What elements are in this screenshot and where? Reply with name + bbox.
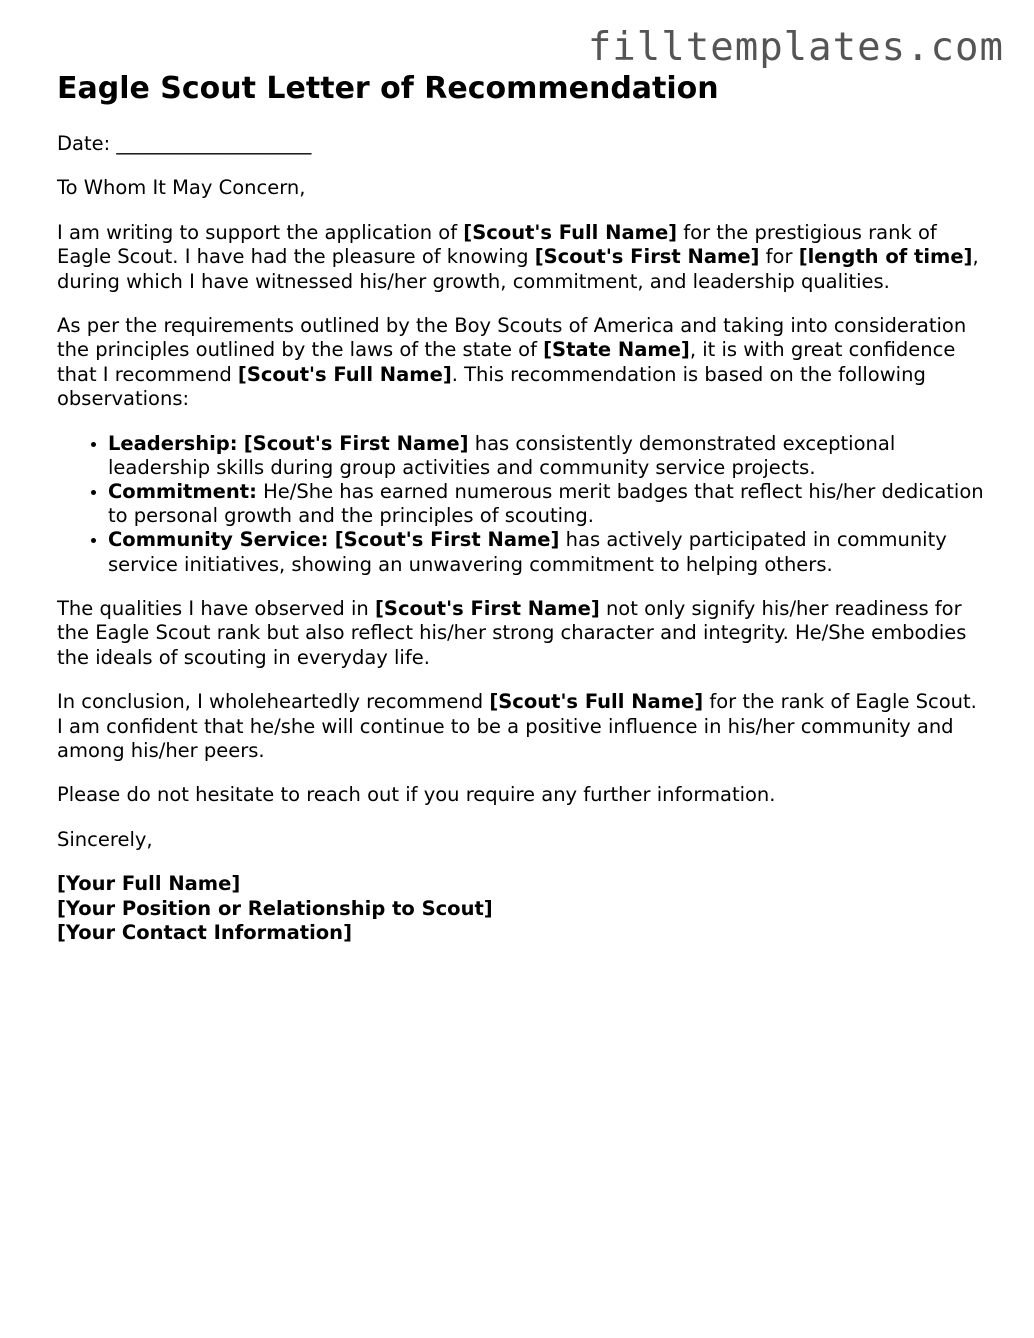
- text-run: . This recommendation is based on the following observations:: [57, 362, 926, 411]
- paragraph-conclusion: [57, 690, 987, 763]
- observation-text: has actively participated in community service initiatives, showing an unwavering commitment to helping others.: [108, 528, 947, 576]
- salutation: To Whom It May Concern,: [57, 176, 306, 200]
- text-run: The qualities I have observed in: [57, 596, 375, 620]
- observation-label: Leadership:: [108, 431, 238, 455]
- text-run: for the prestigious rank of Eagle Scout. I have had the pleasure of knowing: [57, 220, 937, 269]
- paragraph-intro: [57, 221, 987, 294]
- list-item: [108, 528, 987, 576]
- paragraph-qualities: [57, 597, 987, 670]
- date-line: [57, 132, 987, 156]
- text-run: In conclusion, I wholeheartedly recommend: [57, 690, 490, 714]
- placeholder-length-of-time: [length of time]: [798, 245, 973, 269]
- text-run: As per the requirements outlined by the Boy Scouts of America and taking into consideration the principles outlined by the laws of the state of: [57, 314, 967, 362]
- placeholder-scout-first-name: [Scout's First Name]: [534, 245, 760, 269]
- paragraph-requirements: [57, 314, 987, 412]
- text-run: for the rank of Eagle Scout. I am confident that he/she will continue to be a positive influence in his/her community and among his/her peers.: [57, 690, 977, 762]
- page-title: Eagle Scout Letter of Recommendation: [57, 71, 719, 106]
- list-item: [108, 480, 987, 528]
- placeholder-state-name: [State Name]: [543, 338, 690, 362]
- watermark: filltemplates.com: [587, 25, 1004, 70]
- placeholder-scout-first-name: [Scout's First Name]: [243, 431, 469, 455]
- date-blank: ____________________: [116, 132, 312, 155]
- list-item: [108, 432, 987, 480]
- placeholder-scout-full-name: [Scout's Full Name]: [463, 220, 678, 244]
- date-label: Date:: [57, 132, 111, 155]
- signature-contact: [Your Contact Information]: [57, 920, 352, 944]
- observations-list: [57, 432, 987, 577]
- signature-name: [Your Full Name]: [57, 872, 241, 896]
- observation-text: has consistently demonstrated exceptional leadership skills during group activities and community service projects.: [108, 431, 896, 479]
- signature-block: [57, 872, 987, 945]
- observation-text: He/She has earned numerous merit badges that reflect his/her dedication to personal growth and the principles of scouting.: [108, 480, 984, 528]
- signature-position: [Your Position or Relationship to Scout]: [57, 896, 493, 920]
- placeholder-scout-first-name: [Scout's First Name]: [374, 596, 600, 620]
- text-run: for: [759, 245, 799, 269]
- paragraph-contact: Please do not hesitate to reach out if you require any further information.: [57, 783, 776, 807]
- placeholder-scout-full-name: [Scout's Full Name]: [237, 362, 452, 386]
- text-run: , during which I have witnessed his/her growth, commitment, and leadership qualities.: [57, 245, 979, 293]
- placeholder-scout-first-name: [Scout's First Name]: [334, 528, 560, 552]
- letter-document: [57, 70, 987, 945]
- observation-label: Commitment:: [108, 480, 257, 504]
- text-run: , it is with great confidence that I recommend: [57, 338, 956, 386]
- closing: Sincerely,: [57, 827, 153, 851]
- text-run: I am writing to support the application of: [57, 220, 464, 244]
- placeholder-scout-full-name: [Scout's Full Name]: [489, 690, 704, 714]
- text-run: not only signify his/her readiness for the Eagle Scout rank but also reflect his/her strong character and integrity. He/She embodies the ideals of scouting in everyday life.: [57, 596, 967, 669]
- observation-label: Community Service:: [108, 528, 329, 552]
